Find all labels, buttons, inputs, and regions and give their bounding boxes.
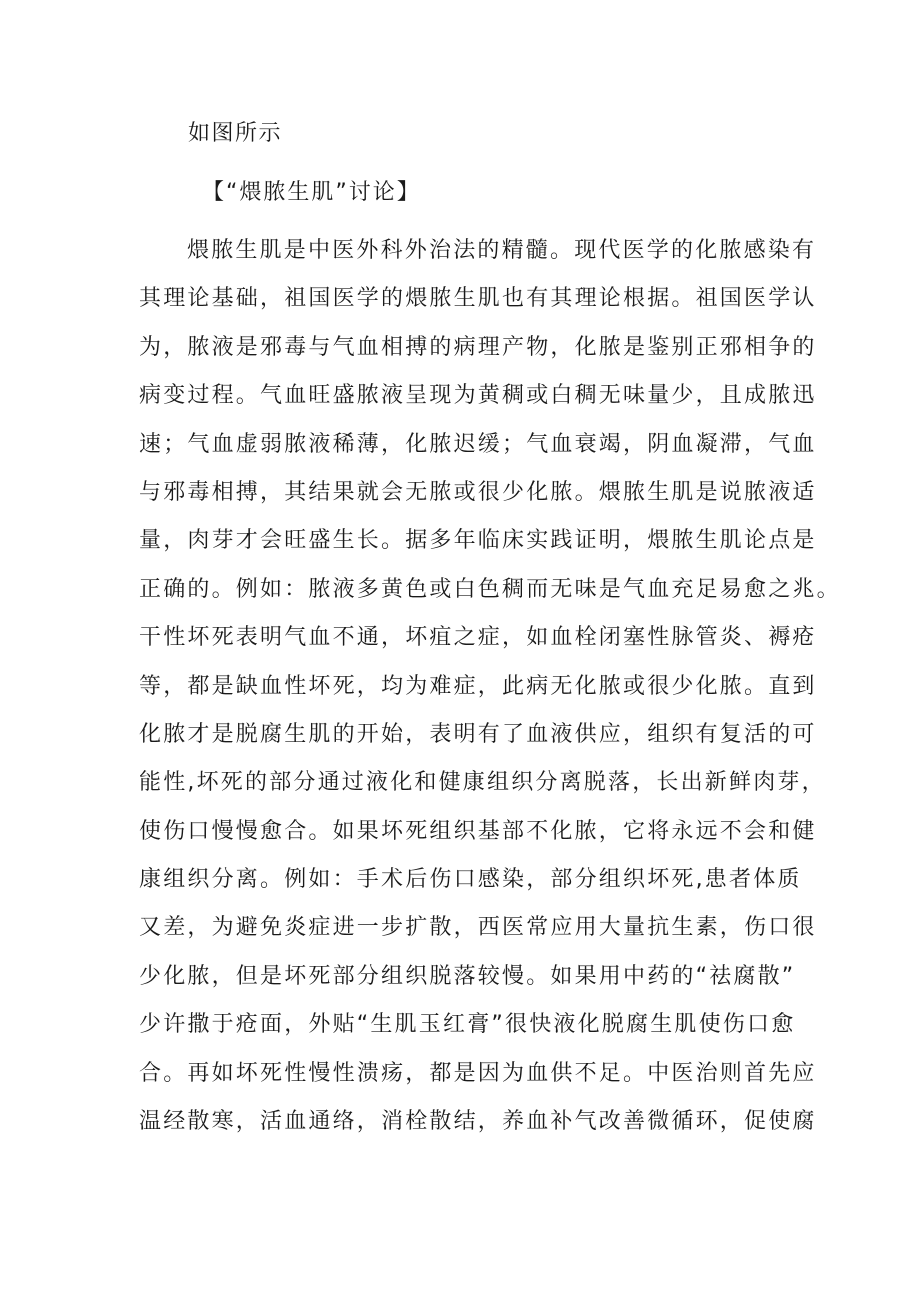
paragraph-line: 与邪毒相搏，其结果就会无脓或很少化脓。煨脓生肌是说脓液适 (139, 479, 817, 505)
paragraph-line: 能性,坏死的部分通过液化和健康组织分离脱落，长出新鲜肉芽， (139, 770, 826, 796)
paragraph-line: 等，都是缺血性坏死，均为难症，此病无化脓或很少化脓。直到 (139, 673, 817, 699)
figure-caption: 如图所示 (188, 121, 283, 146)
paragraph-line: 化脓才是脱腐生肌的开始，表明有了血液供应，组织有复活的可 (139, 721, 817, 747)
paragraph-line: 温经散寒，活血通络，消栓散结，养血补气改善微循环，促使腐 (139, 1109, 817, 1135)
paragraph-line: 其理论基础，祖国医学的煨脓生肌也有其理论根据。祖国医学认 (139, 286, 817, 312)
paragraph-line: 康组织分离。例如：手术后伤口感染，部分组织坏死,患者体质 (139, 867, 802, 893)
section-heading: 【“煨脓生肌”讨论】 (202, 180, 421, 205)
paragraph-line: 少许撒于疮面，外贴“生肌玉红膏”很快液化脱腐生肌使伤口愈 (139, 1012, 796, 1038)
paragraph-line: 合。再如坏死性慢性溃疡，都是因为血供不足。中医治则首先应 (139, 1060, 817, 1086)
paragraph-line: 煨脓生肌是中医外科外治法的精髓。现代医学的化脓感染有 (187, 238, 817, 263)
paragraph-line: 为，脓液是邪毒与气血相搏的病理产物，化脓是鉴别正邪相争的 (139, 334, 817, 360)
paragraph-line: 使伤口慢慢愈合。如果坏死组织基部不化脓，它将永远不会和健 (139, 818, 817, 844)
paragraph-line: 病变过程。气血旺盛脓液呈现为黄稠或白稠无味量少，且成脓迅 (139, 383, 817, 409)
paragraph-line: 又差，为避免炎症进一步扩散，西医常应用大量抗生素，伤口很 (139, 915, 817, 941)
body-paragraph (139, 238, 841, 1157)
paragraph-line: 干性坏死表明气血不通，坏疽之症，如血栓闭塞性脉管炎、褥疮 (139, 625, 817, 651)
paragraph-line: 正确的。例如：脓液多黄色或白色稠而无味是气血充足易愈之兆。 (139, 576, 841, 602)
paragraph-line: 速；气血虚弱脓液稀薄，化脓迟缓；气血衰竭，阴血凝滞，气血 (139, 431, 817, 457)
paragraph-line: 少化脓，但是坏死部分组织脱落较慢。如果用中药的“祛腐散” (139, 963, 796, 989)
paragraph-line: 量，肉芽才会旺盛生长。据多年临床实践证明，煨脓生肌论点是 (139, 528, 817, 554)
